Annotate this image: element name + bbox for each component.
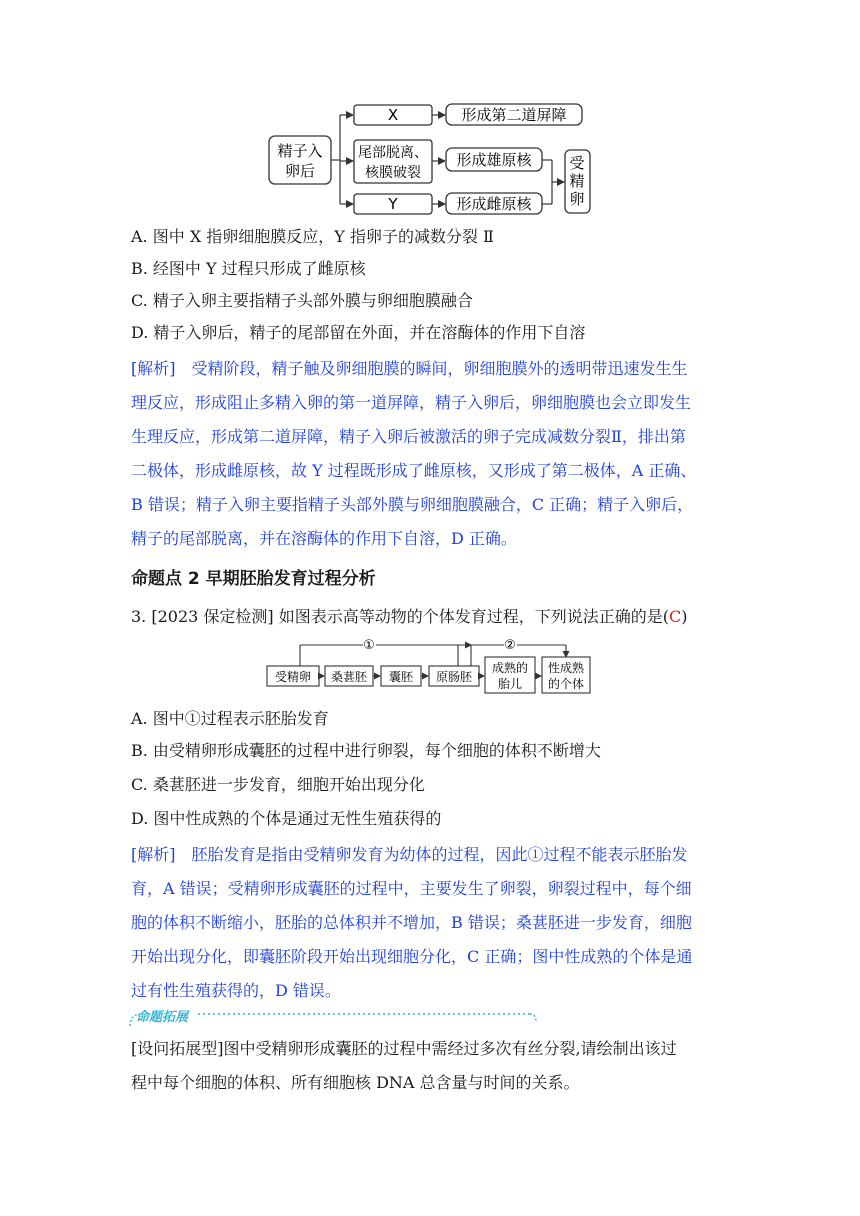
stage-morula: 桑葚胚 (330, 670, 368, 684)
q2-option-c: C. 精子入卵主要指精子头部外膜与卵细胞膜融合 (131, 291, 473, 310)
q2-analysis-line2: 理反应，形成阻止多精入卵的第一道屏障，精子入卵后，卵细胞膜也会立即发生 (131, 393, 692, 412)
q3-analysis-line2: 育，A 错误；受精卵形成囊胚的过程中，主要发生了卵裂，卵裂过程中，每个细 (131, 879, 692, 898)
sexually-mature-line1: 性成熟 (547, 661, 585, 675)
x-label: X (387, 106, 399, 124)
fertilized-char3: 卵 (569, 190, 585, 208)
section-heading: 命题点 2 早期胚胎发育过程分析 (131, 569, 376, 589)
mature-fetus-line2: 胎儿 (497, 677, 523, 691)
q3-stem-text: 3. [2023 保定检测] 如图表示高等动物的个体发育过程，下列说法正确的是( (131, 607, 669, 626)
tail-box-line2: 核膜破裂 (365, 165, 421, 181)
q3-analysis-line1: [解析] 胚胎发育是指由受精卵发育为幼体的过程，因此①过程不能表示胚胎发 (131, 845, 688, 864)
q2-option-b: B. 经图中 Y 过程只形成了雌原核 (131, 259, 366, 278)
male-pronucleus-label: 形成雄原核 (456, 151, 532, 169)
q3-stem-close: ) (681, 607, 688, 626)
female-pronucleus-label: 形成雌原核 (456, 195, 532, 213)
development-process-diagram (264, 636, 594, 696)
q3-analysis-line5: 过有性生殖获得的，D 错误。 (131, 981, 341, 1000)
q2-analysis-line1: [解析] 受精阶段，精子触及卵细胞膜的瞬间，卵细胞膜外的透明带迅速发生生 (131, 359, 688, 378)
q3-answer: C (668, 607, 682, 626)
second-barrier-label: 形成第二道屏障 (461, 106, 567, 124)
stage-blastocyst: 囊胚 (388, 670, 414, 684)
y-label: Y (388, 195, 398, 213)
tail-box-line1: 尾部脱离、 (358, 145, 428, 161)
extension-banner-frame (128, 1004, 540, 1028)
mature-fetus-line1: 成熟的 (491, 661, 529, 675)
sexually-mature-line2: 的个体 (547, 677, 585, 691)
q2-analysis-line4: 二极体，形成雌原核，故 Y 过程既形成了雌原核，又形成了第二极体，A 正确、 (131, 461, 697, 480)
sperm-entry-line2: 卵后 (284, 162, 316, 180)
sperm-entry-line1: 精子入 (277, 142, 323, 160)
process-label-2: ② (504, 638, 516, 653)
extension-line1: [设问拓展型]图中受精卵形成囊胚的过程中需经过多次有丝分裂,请绘制出该过 (131, 1039, 677, 1058)
fertilization-process-diagram (260, 100, 600, 216)
stage-gastrula: 原肠胚 (435, 670, 473, 684)
q2-analysis-line3: 生理反应，形成第二道屏障，精子入卵后被激活的卵子完成减数分裂Ⅱ，排出第 (131, 427, 686, 446)
stage-zygote: 受精卵 (274, 670, 312, 684)
process-label-1: ① (363, 638, 375, 653)
q2-analysis-line6: 精子的尾部脱离，并在溶酶体的作用下自溶，D 正确。 (131, 529, 517, 548)
q2-analysis-line5: B 错误；精子入卵主要指精子头部外膜与卵细胞膜融合，C 正确；精子入卵后， (131, 495, 694, 514)
q3-stem (131, 606, 687, 628)
q3-analysis-line4: 开始出现分化，即囊胚阶段开始出现细胞分化，C 正确；图中性成熟的个体是通 (131, 947, 693, 966)
q3-option-c: C. 桑葚胚进一步发育，细胞开始出现分化 (131, 775, 425, 794)
q3-option-a: A. 图中①过程表示胚胎发育 (131, 709, 329, 728)
q3-analysis-line3: 胞的体积不断缩小，胚胎的总体积并不增加，B 错误；桑葚胚进一步发育，细胞 (131, 913, 692, 932)
extension-tag: 命题拓展 (136, 1010, 189, 1025)
q3-option-d: D. 图中性成熟的个体是通过无性生殖获得的 (131, 809, 442, 828)
fertilized-char1: 受 (569, 154, 585, 172)
fertilized-char2: 精 (569, 172, 585, 190)
q3-option-b: B. 由受精卵形成囊胚的过程中进行卵裂，每个细胞的体积不断增大 (131, 741, 601, 760)
q2-option-d: D. 精子入卵后，精子的尾部留在外面，并在溶酶体的作用下自溶 (131, 323, 586, 342)
q2-option-a: A. 图中 X 指卵细胞膜反应，Y 指卵子的减数分裂 Ⅱ (131, 227, 494, 246)
extension-line2: 程中每个细胞的体积、所有细胞核 DNA 总含量与时间的关系。 (131, 1073, 580, 1092)
